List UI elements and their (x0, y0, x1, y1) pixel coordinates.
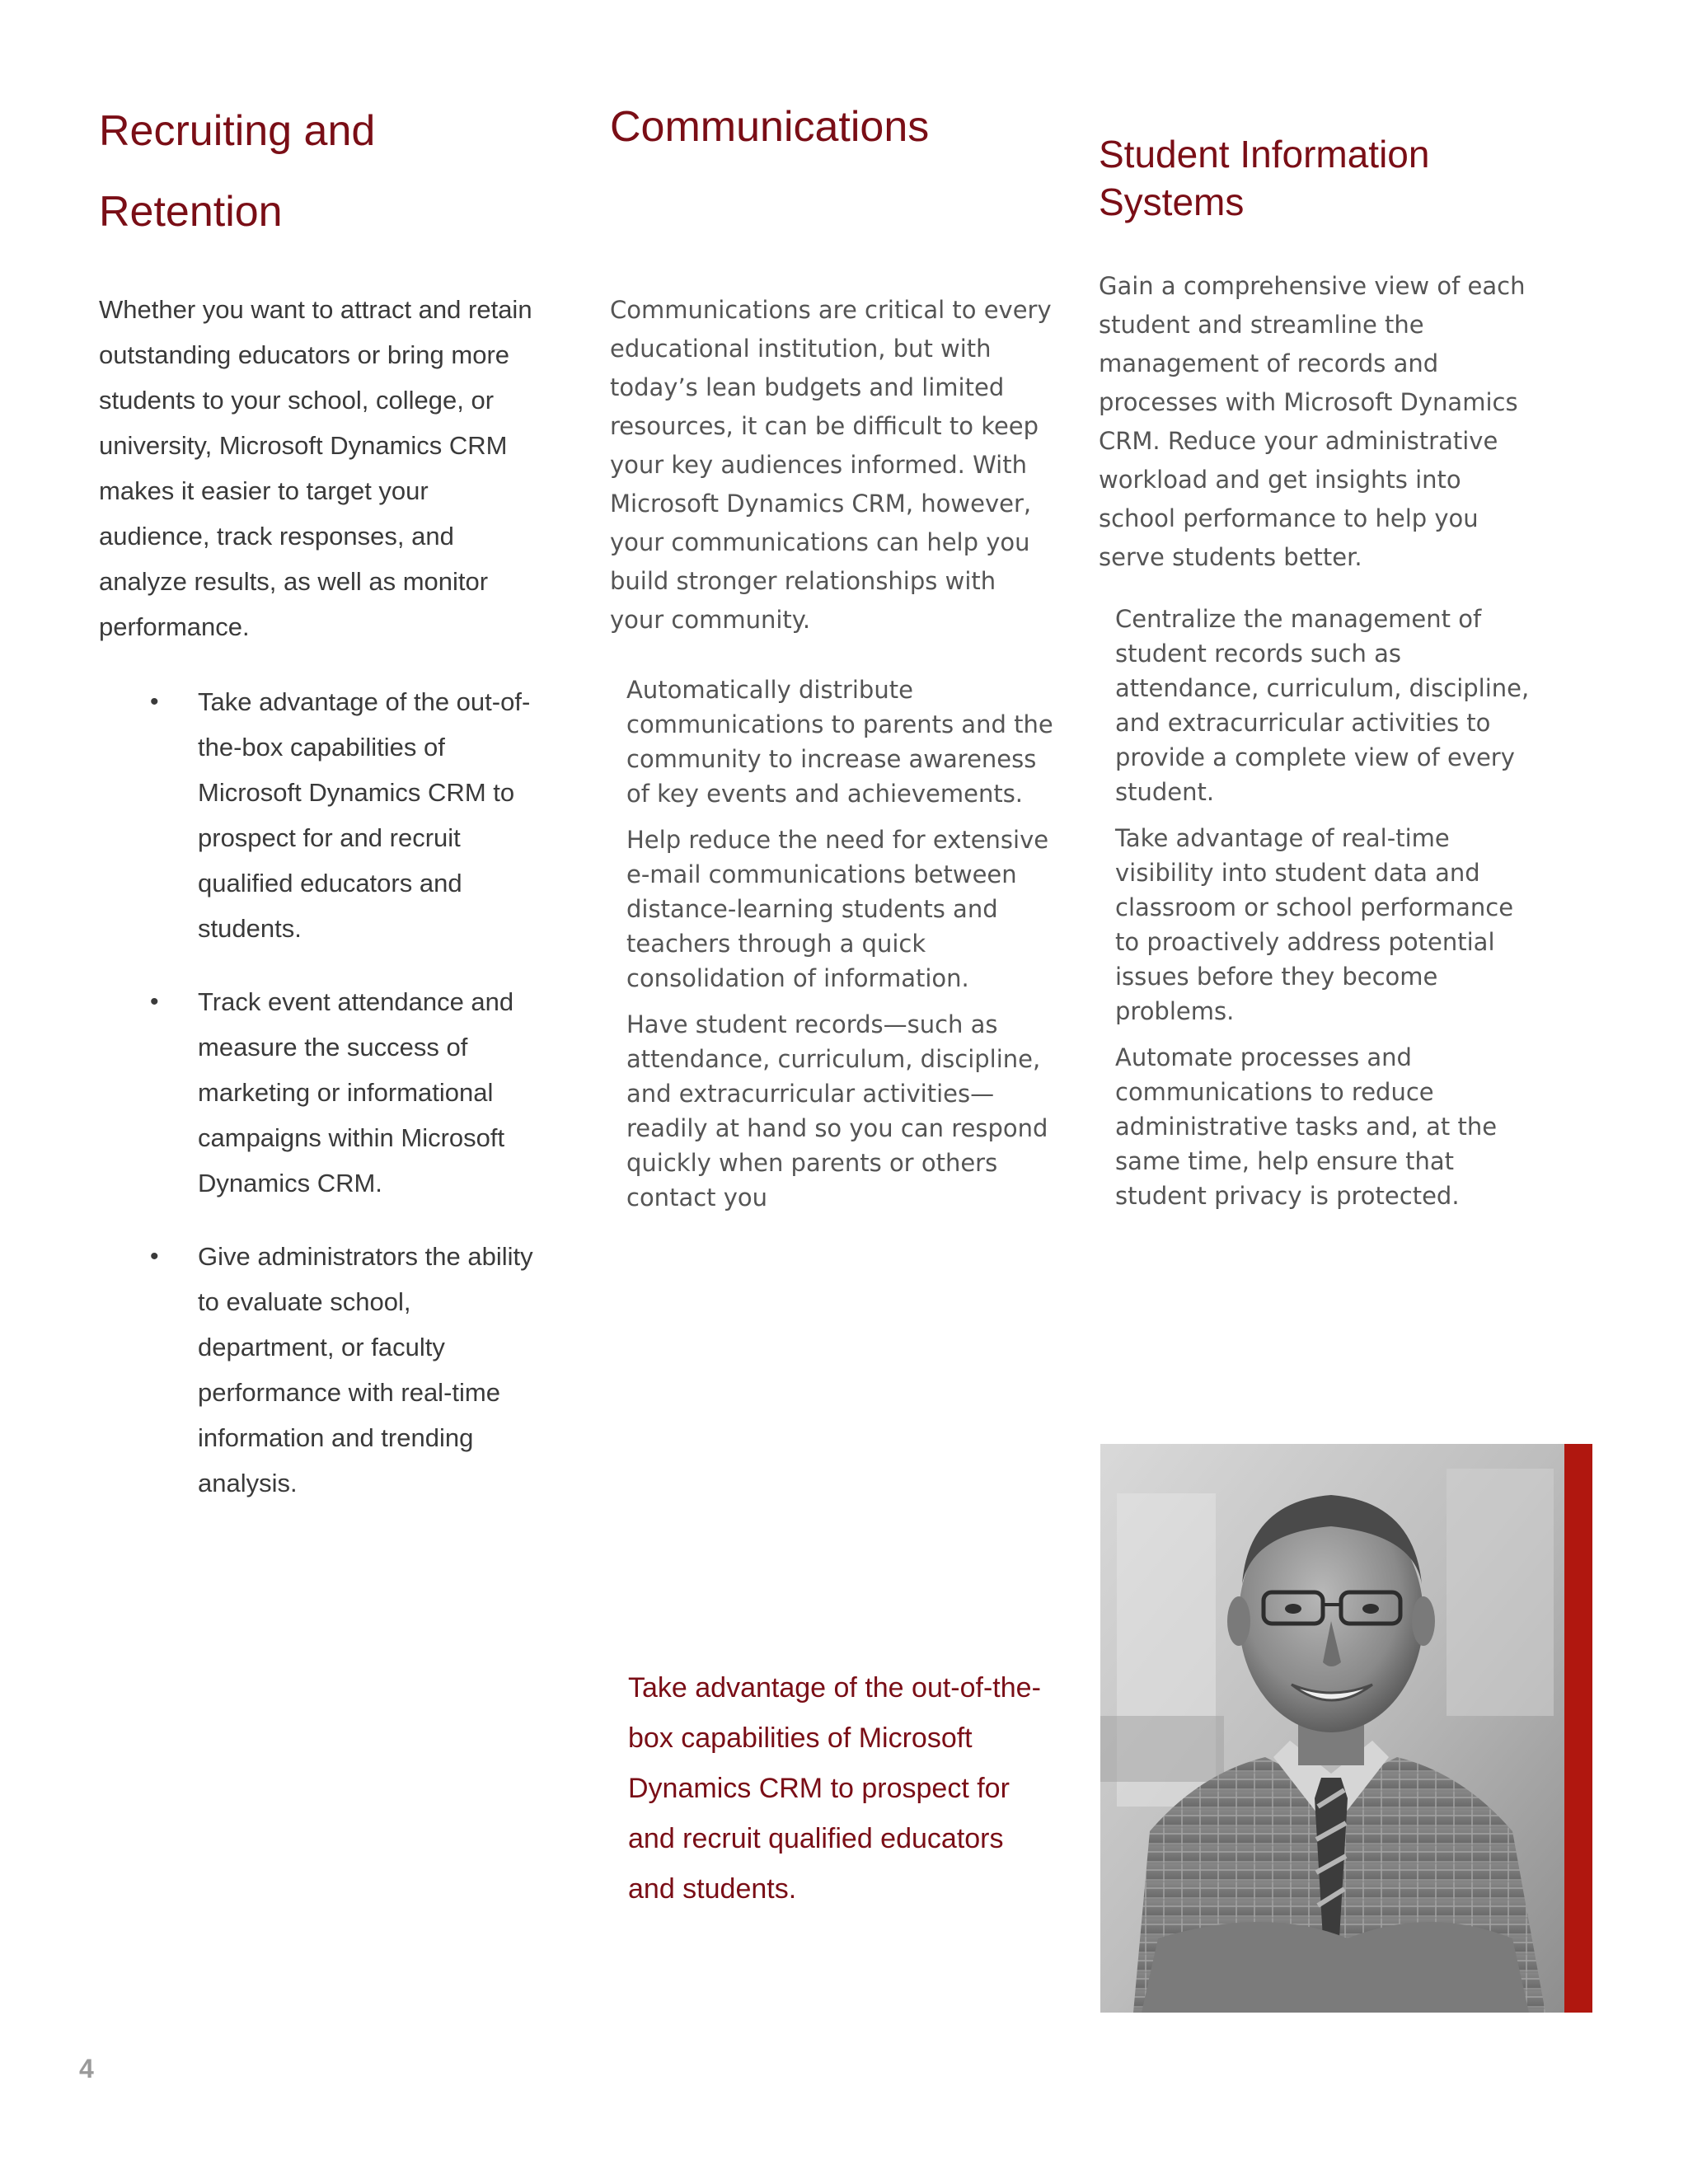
sis-points (1115, 602, 1544, 1213)
recruiting-bullet-text: Track event attendance and measure the success of marketing or informational campaigns within Microsoft Dynamics CRM. (198, 987, 514, 1197)
communications-points (626, 673, 1055, 1215)
bullet-glyph: • (150, 1243, 159, 1270)
sis-heading-line1: Student Information (1099, 133, 1430, 176)
sis-heading (1099, 130, 1544, 226)
recruiting-bullet-text: Take advantage of the out-of-the-box capabilities of Microsoft Dynamics CRM to prospect for and recruit qualified educators and students. (198, 687, 531, 943)
bullet-glyph: • (150, 988, 159, 1015)
recruiting-bullet-item (99, 679, 536, 951)
recruiting-heading-line2: Retention (99, 188, 283, 236)
recruiting-section (99, 91, 536, 1534)
accent-bar (1564, 1444, 1592, 2013)
communications-intro: Communications are critical to every educational institution, but with today’s lean budgets and limited resources, it can be difficult to keep your key audiences informed. With Microsoft Dynamics CRM, however, your communications can help you build stronger relationships with your community. (610, 296, 1052, 634)
bullet-glyph: • (150, 688, 159, 715)
recruiting-heading (99, 91, 536, 252)
recruiting-bullet-item (99, 979, 536, 1206)
sis-intro: Gain a comprehensive view of each student and streamline the management of records and processes with Microsoft Dynamics CRM. Reduce your administrative workload and get insights into school performance to help you serve students better. (1099, 272, 1526, 571)
sis-heading-line2: Systems (1099, 180, 1245, 223)
portrait-illustration (1100, 1444, 1564, 2013)
recruiting-bullet-list (99, 679, 536, 1506)
communications-point: Automatically distribute communications to parents and the community to increase awareness of key events and achievements. (626, 676, 1053, 808)
sis-point: Take advantage of real-time visibility into student data and classroom or school performance to proactively address potential issues before they become problems. (1115, 824, 1514, 1025)
communications-heading: Communications (610, 103, 930, 151)
recruiting-intro: Whether you want to attract and retain outstanding educators or bring more students to your school, college, or university, Microsoft Dynamics CRM makes it easier to target your audience, track responses, and analyze results, as well as monitor performance. (99, 295, 532, 641)
sis-section (1099, 130, 1544, 1225)
sis-point: Automate processes and communications to reduce administrative tasks and, at the same time, help ensure that student privacy is protected. (1115, 1043, 1498, 1210)
communications-point: Help reduce the need for extensive e-mail communications between distance-learning students and teachers through a quick consolidation of information. (626, 826, 1049, 992)
recruiting-bullet-text: Give administrators the ability to evaluate school, department, or faculty performance with real-time information and trending analysis. (198, 1242, 533, 1497)
sis-point: Centralize the management of student records such as attendance, curriculum, discipline, and extracurricular activities to provide a complete view of every student. (1115, 605, 1530, 806)
communications-section (610, 91, 1055, 1226)
page-number: 4 (79, 2054, 94, 2083)
pull-quote: Take advantage of the out-of-the-box capabilities of Microsoft Dynamics CRM to prospect for and recruit qualified educators and students. (628, 1672, 1041, 1905)
communications-point: Have student records—such as attendance, curriculum, discipline, and extracurricular activities—readily at hand so you can respond quickly when parents or others contact you (626, 1010, 1048, 1212)
recruiting-heading-line1: Recruiting and (99, 107, 376, 155)
recruiting-bullet-item (99, 1234, 536, 1506)
portrait-photo (1100, 1444, 1564, 2013)
